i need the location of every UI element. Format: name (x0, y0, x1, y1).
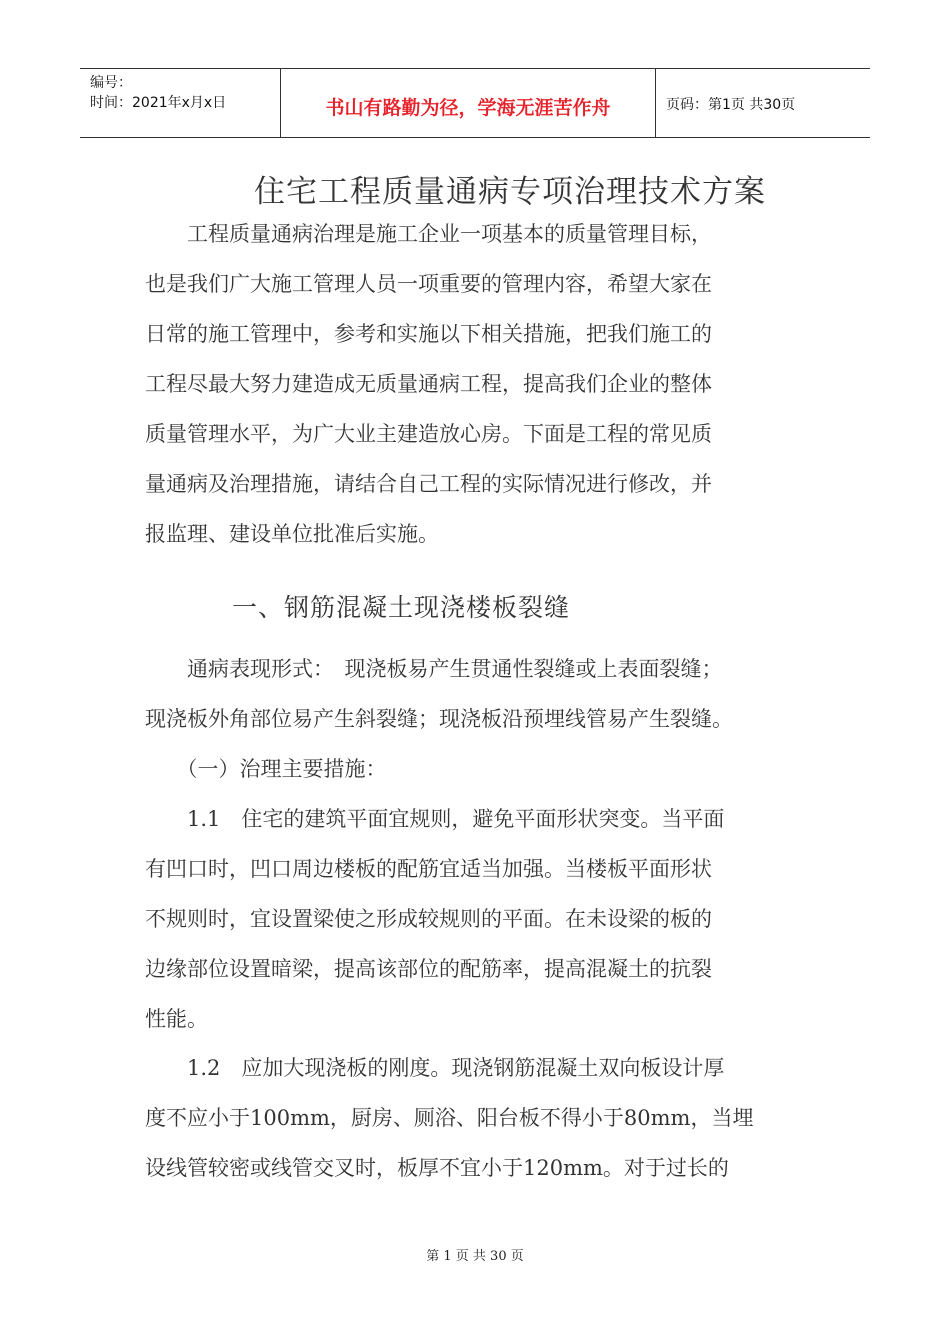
measure-item-1 (145, 794, 805, 1044)
section-heading: 一、钢筋混凝土现浇楼板裂缝 (232, 593, 571, 622)
text-line: 量通病及治理措施，请结合自己工程的实际情况进行修改，并 (145, 472, 712, 496)
text-line: 性能。 (145, 1007, 208, 1031)
header-page-number: 页码：第1页 共30页 (666, 97, 796, 113)
header-motto-cell (280, 69, 656, 137)
page-footer: 第 1 页 共 30 页 (426, 1249, 524, 1264)
text-line: 1.1 住宅的建筑平面宜规则，避免平面形状突变。当平面 (145, 807, 725, 831)
text-line: 度不应小于100mm，厨房、厕浴、阳台板不得小于80mm，当埋 (145, 1106, 754, 1130)
header-info-cell (80, 69, 280, 137)
text-line: 工程质量通病治理是施工企业一项基本的质量管理目标， (145, 222, 712, 246)
header-motto: 书山有路勤为径，学海无涯苦作舟 (325, 97, 611, 119)
text-line: 边缘部位设置暗梁，提高该部位的配筋率，提高混凝土的抗裂 (145, 957, 712, 981)
text-line: 工程尽最大努力建造成无质量通病工程，提高我们企业的整体 (145, 372, 712, 396)
intro-paragraph (145, 209, 805, 559)
text-line: 1.2 应加大现浇板的刚度。现浇钢筋混凝土双向板设计厚 (145, 1056, 725, 1080)
text-line: 设线管较密或线管交叉时，板厚不宜小于120mm。对于过长的 (145, 1156, 729, 1180)
document-number-label: 编号： (90, 75, 132, 91)
symptom-paragraph (145, 644, 805, 744)
measure-item-2 (145, 1043, 805, 1193)
text-line: 通病表现形式： 现浇板易产生贯通性裂缝或上表面裂缝； (145, 657, 723, 681)
text-line: 质量管理水平，为广大业主建造放心房。下面是工程的常见质 (145, 422, 712, 446)
text-line: 日常的施工管理中，参考和实施以下相关措施，把我们施工的 (145, 322, 712, 346)
text-line: 现浇板外角部位易产生斜裂缝；现浇板沿预埋线管易产生裂缝。 (145, 707, 733, 731)
header-page-cell (656, 69, 870, 137)
text-line: 有凹口时，凹口周边楼板的配筋宜适当加强。当楼板平面形状 (145, 857, 712, 881)
text-line: 也是我们广大施工管理人员一项重要的管理内容，希望大家在 (145, 272, 712, 296)
header-table (80, 68, 870, 138)
document-time-label: 时间：2021年x月x日 (90, 95, 227, 111)
text-line: （一）治理主要措施： (145, 757, 387, 781)
document-title: 住宅工程质量通病专项治理技术方案 (254, 174, 766, 210)
text-line: 不规则时，宜设置梁使之形成较规则的平面。在未设梁的板的 (145, 907, 712, 931)
measures-heading (145, 744, 805, 794)
text-line: 报监理、建设单位批准后实施。 (145, 522, 439, 546)
